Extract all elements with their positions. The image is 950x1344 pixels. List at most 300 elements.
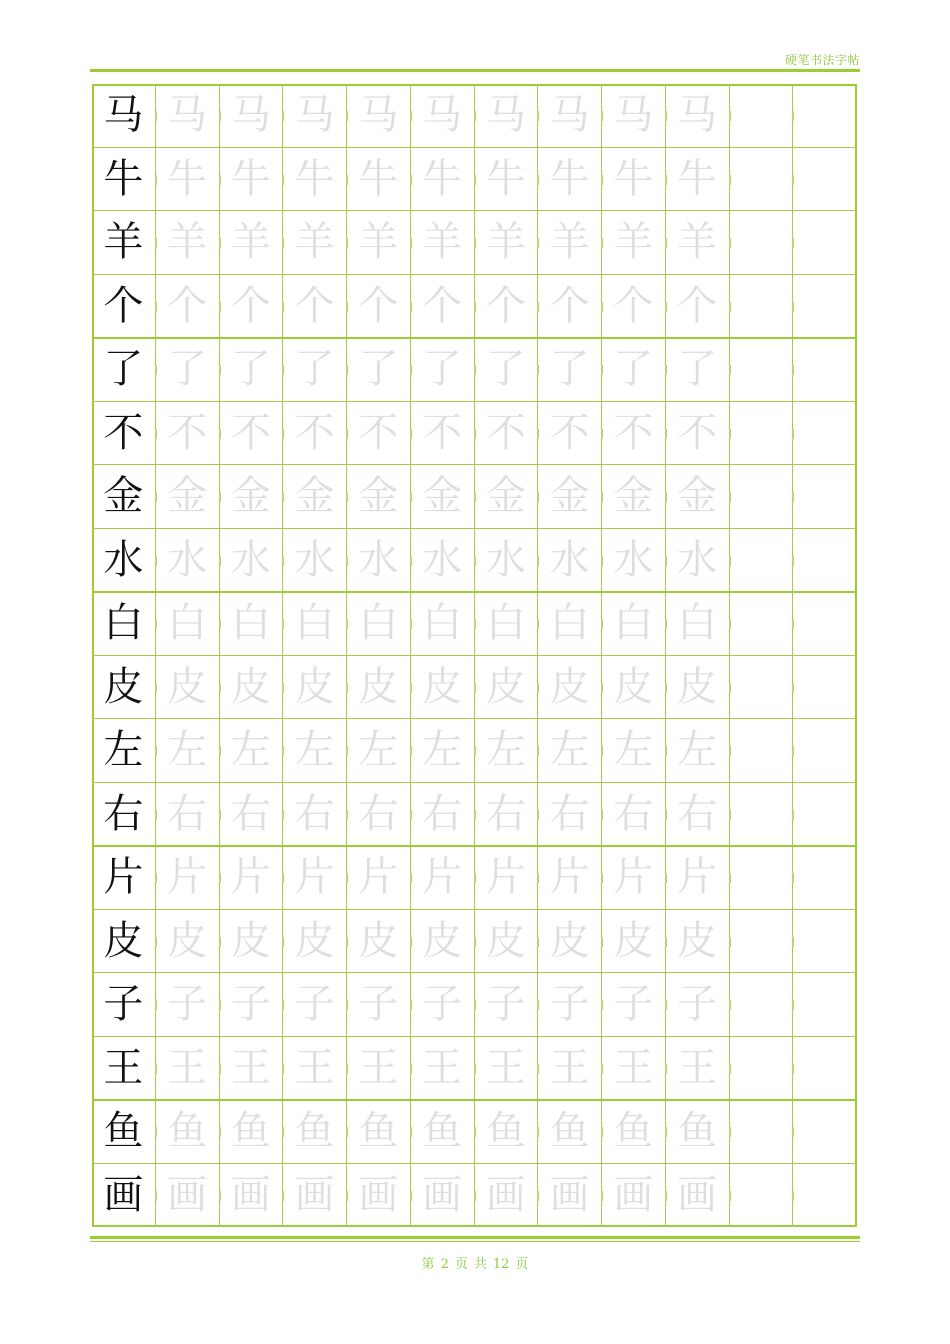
- center-guide-mark: [155, 175, 157, 185]
- center-guide-mark: [665, 238, 667, 248]
- trace-character: 个: [167, 282, 208, 329]
- trace-character-cell[interactable]: [538, 592, 602, 656]
- trace-character-cell[interactable]: [156, 84, 220, 148]
- center-guide-mark: [729, 619, 731, 629]
- trace-character-cell[interactable]: [220, 592, 284, 656]
- trace-character-cell[interactable]: [411, 211, 475, 275]
- trace-character-cell[interactable]: [283, 656, 347, 720]
- trace-character-cell[interactable]: [538, 846, 602, 910]
- trace-character: 水: [422, 536, 463, 583]
- empty-practice-cell[interactable]: [793, 84, 857, 148]
- trace-character-cell[interactable]: [666, 719, 730, 783]
- trace-character-cell[interactable]: [475, 465, 539, 529]
- trace-character-cell[interactable]: [538, 275, 602, 339]
- model-character-cell: [92, 846, 156, 910]
- trace-character-cell[interactable]: [411, 910, 475, 974]
- center-guide-mark: [219, 111, 221, 121]
- trace-character-cell[interactable]: [666, 783, 730, 847]
- trace-character-cell[interactable]: [475, 275, 539, 339]
- trace-character: 了: [358, 346, 399, 393]
- empty-practice-cell[interactable]: [793, 275, 857, 339]
- empty-practice-cell[interactable]: [793, 910, 857, 974]
- trace-character-cell[interactable]: [411, 275, 475, 339]
- trace-character: 个: [422, 282, 463, 329]
- trace-character-cell[interactable]: [220, 338, 284, 402]
- trace-character: 不: [230, 409, 271, 456]
- trace-character-cell[interactable]: [475, 1100, 539, 1164]
- trace-character: 牛: [358, 155, 399, 202]
- empty-practice-cell[interactable]: [793, 148, 857, 212]
- trace-character-cell[interactable]: [283, 1164, 347, 1228]
- center-guide-mark: [155, 810, 157, 820]
- trace-character-cell[interactable]: [475, 84, 539, 148]
- trace-character-cell[interactable]: [220, 846, 284, 910]
- trace-character: 水: [677, 536, 718, 583]
- model-character: 金: [103, 473, 144, 520]
- trace-character-cell[interactable]: [538, 1037, 602, 1101]
- trace-character-cell[interactable]: [283, 338, 347, 402]
- trace-character-cell[interactable]: [666, 84, 730, 148]
- empty-practice-cell[interactable]: [793, 338, 857, 402]
- trace-character-cell[interactable]: [538, 211, 602, 275]
- trace-character-cell[interactable]: [283, 719, 347, 783]
- trace-character-cell[interactable]: [220, 1100, 284, 1164]
- empty-practice-cell[interactable]: [793, 529, 857, 593]
- trace-character: 水: [294, 536, 335, 583]
- trace-character: 皮: [294, 917, 335, 964]
- center-guide-mark: [155, 937, 157, 947]
- model-character-cell: [92, 275, 156, 339]
- trace-character-cell[interactable]: [347, 211, 411, 275]
- center-guide-mark: [410, 619, 412, 629]
- empty-practice-cell[interactable]: [793, 465, 857, 529]
- trace-character-cell[interactable]: [666, 529, 730, 593]
- trace-character: 了: [677, 346, 718, 393]
- empty-practice-cell[interactable]: [730, 84, 794, 148]
- trace-character: 左: [485, 727, 526, 774]
- trace-character: 白: [167, 600, 208, 647]
- center-guide-mark: [537, 683, 539, 693]
- trace-character-cell[interactable]: [411, 465, 475, 529]
- trace-character-cell[interactable]: [411, 1100, 475, 1164]
- trace-character: 个: [613, 282, 654, 329]
- trace-character-cell[interactable]: [602, 783, 666, 847]
- empty-practice-cell[interactable]: [793, 592, 857, 656]
- trace-character-cell[interactable]: [156, 402, 220, 466]
- trace-character-cell[interactable]: [156, 719, 220, 783]
- trace-character-cell[interactable]: [602, 275, 666, 339]
- center-guide-mark: [665, 492, 667, 502]
- trace-character: 马: [613, 92, 654, 139]
- center-guide-mark: [410, 429, 412, 439]
- empty-practice-cell[interactable]: [793, 402, 857, 466]
- trace-character: 子: [677, 981, 718, 1028]
- trace-character-cell[interactable]: [475, 338, 539, 402]
- center-guide-mark: [219, 1064, 221, 1074]
- trace-character-cell[interactable]: [538, 84, 602, 148]
- center-guide-mark: [792, 1064, 794, 1074]
- trace-character-cell[interactable]: [475, 592, 539, 656]
- empty-practice-cell[interactable]: [793, 1100, 857, 1164]
- empty-practice-cell[interactable]: [730, 1037, 794, 1101]
- practice-row: [92, 84, 857, 148]
- empty-practice-cell[interactable]: [793, 656, 857, 720]
- trace-character-cell[interactable]: [347, 1037, 411, 1101]
- trace-character: 白: [485, 600, 526, 647]
- trace-character-cell[interactable]: [156, 211, 220, 275]
- practice-row: [92, 529, 857, 593]
- trace-character: 片: [549, 854, 590, 901]
- trace-character-cell[interactable]: [283, 592, 347, 656]
- trace-character-cell[interactable]: [538, 402, 602, 466]
- empty-practice-cell[interactable]: [730, 783, 794, 847]
- center-guide-mark: [474, 873, 476, 883]
- empty-practice-cell[interactable]: [730, 910, 794, 974]
- model-character: 片: [103, 854, 144, 901]
- trace-character-cell[interactable]: [411, 783, 475, 847]
- trace-character-cell[interactable]: [220, 402, 284, 466]
- empty-practice-cell[interactable]: [730, 529, 794, 593]
- trace-character-cell[interactable]: [602, 148, 666, 212]
- trace-character-cell[interactable]: [156, 910, 220, 974]
- center-guide-mark: [346, 1000, 348, 1010]
- trace-character-cell[interactable]: [411, 338, 475, 402]
- trace-character-cell[interactable]: [602, 1037, 666, 1101]
- center-guide-mark: [219, 556, 221, 566]
- trace-character-cell[interactable]: [156, 1100, 220, 1164]
- trace-character: 片: [613, 854, 654, 901]
- center-guide-mark: [537, 810, 539, 820]
- trace-character-cell[interactable]: [347, 592, 411, 656]
- trace-character-cell[interactable]: [283, 211, 347, 275]
- trace-character-cell[interactable]: [220, 1164, 284, 1228]
- trace-character: 左: [549, 727, 590, 774]
- trace-character-cell[interactable]: [347, 656, 411, 720]
- trace-character-cell[interactable]: [475, 1164, 539, 1228]
- trace-character-cell[interactable]: [156, 656, 220, 720]
- trace-character: 牛: [549, 155, 590, 202]
- trace-character-cell[interactable]: [347, 402, 411, 466]
- trace-character-cell[interactable]: [283, 529, 347, 593]
- trace-character: 皮: [230, 663, 271, 710]
- trace-character-cell[interactable]: [220, 910, 284, 974]
- trace-character: 不: [677, 409, 718, 456]
- trace-character-cell[interactable]: [666, 402, 730, 466]
- trace-character-cell[interactable]: [347, 465, 411, 529]
- trace-character-cell[interactable]: [283, 783, 347, 847]
- trace-character-cell[interactable]: [411, 529, 475, 593]
- empty-practice-cell[interactable]: [730, 592, 794, 656]
- center-guide-mark: [665, 746, 667, 756]
- trace-character-cell[interactable]: [666, 1164, 730, 1228]
- trace-character-cell[interactable]: [283, 402, 347, 466]
- trace-character-cell[interactable]: [347, 846, 411, 910]
- model-character: 画: [103, 1171, 144, 1218]
- trace-character: 牛: [677, 155, 718, 202]
- empty-practice-cell[interactable]: [793, 973, 857, 1037]
- trace-character-cell[interactable]: [156, 1037, 220, 1101]
- trace-character-cell[interactable]: [220, 275, 284, 339]
- practice-row: [92, 211, 857, 275]
- trace-character-cell[interactable]: [538, 783, 602, 847]
- model-character-cell: [92, 719, 156, 783]
- trace-character-cell[interactable]: [411, 846, 475, 910]
- empty-practice-cell[interactable]: [730, 465, 794, 529]
- center-guide-mark: [155, 1064, 157, 1074]
- trace-character-cell[interactable]: [538, 656, 602, 720]
- page-number: 2: [440, 1257, 449, 1272]
- center-guide-mark: [729, 175, 731, 185]
- trace-character-cell[interactable]: [220, 84, 284, 148]
- trace-character-cell[interactable]: [475, 1037, 539, 1101]
- trace-character: 羊: [613, 219, 654, 266]
- center-guide-mark: [282, 619, 284, 629]
- trace-character-cell[interactable]: [411, 719, 475, 783]
- trace-character-cell[interactable]: [411, 1037, 475, 1101]
- center-guide-mark: [474, 175, 476, 185]
- trace-character-cell[interactable]: [666, 211, 730, 275]
- trace-character-cell[interactable]: [156, 465, 220, 529]
- trace-character: 马: [294, 92, 335, 139]
- trace-character-cell[interactable]: [347, 529, 411, 593]
- practice-row: [92, 148, 857, 212]
- trace-character: 皮: [358, 917, 399, 964]
- trace-character: 右: [549, 790, 590, 837]
- trace-character-cell[interactable]: [347, 719, 411, 783]
- center-guide-mark: [729, 810, 731, 820]
- trace-character-cell[interactable]: [475, 529, 539, 593]
- model-character: 不: [103, 409, 144, 456]
- empty-practice-cell[interactable]: [793, 719, 857, 783]
- trace-character-cell[interactable]: [220, 973, 284, 1037]
- trace-character: 白: [613, 600, 654, 647]
- trace-character-cell[interactable]: [156, 846, 220, 910]
- trace-character: 羊: [549, 219, 590, 266]
- trace-character: 羊: [422, 219, 463, 266]
- trace-character-cell[interactable]: [220, 465, 284, 529]
- model-character: 右: [103, 790, 144, 837]
- trace-character-cell[interactable]: [602, 910, 666, 974]
- trace-character-cell[interactable]: [538, 1100, 602, 1164]
- trace-character-cell[interactable]: [347, 973, 411, 1037]
- trace-character-cell[interactable]: [538, 910, 602, 974]
- trace-character-cell[interactable]: [666, 1100, 730, 1164]
- trace-character: 皮: [294, 663, 335, 710]
- trace-character: 马: [230, 92, 271, 139]
- trace-character: 了: [613, 346, 654, 393]
- trace-character-cell[interactable]: [156, 529, 220, 593]
- trace-character-cell[interactable]: [666, 148, 730, 212]
- empty-practice-cell[interactable]: [730, 338, 794, 402]
- practice-row: [92, 656, 857, 720]
- empty-practice-cell[interactable]: [793, 1164, 857, 1228]
- trace-character-cell[interactable]: [602, 338, 666, 402]
- trace-character-cell[interactable]: [156, 973, 220, 1037]
- trace-character-cell[interactable]: [220, 148, 284, 212]
- trace-character: 马: [167, 92, 208, 139]
- trace-character-cell[interactable]: [411, 1164, 475, 1228]
- trace-character-cell[interactable]: [538, 338, 602, 402]
- trace-character-cell[interactable]: [156, 1164, 220, 1228]
- center-guide-mark: [792, 556, 794, 566]
- trace-character-cell[interactable]: [411, 84, 475, 148]
- trace-character-cell[interactable]: [538, 465, 602, 529]
- trace-character-cell[interactable]: [283, 846, 347, 910]
- trace-character-cell[interactable]: [283, 973, 347, 1037]
- center-guide-mark: [410, 937, 412, 947]
- trace-character-cell[interactable]: [602, 211, 666, 275]
- empty-practice-cell[interactable]: [793, 846, 857, 910]
- trace-character-cell[interactable]: [347, 275, 411, 339]
- center-guide-mark: [665, 365, 667, 375]
- center-guide-mark: [601, 492, 603, 502]
- trace-character-cell[interactable]: [411, 656, 475, 720]
- trace-character-cell[interactable]: [283, 275, 347, 339]
- trace-character-cell[interactable]: [475, 656, 539, 720]
- trace-character-cell[interactable]: [156, 338, 220, 402]
- trace-character-cell[interactable]: [347, 1164, 411, 1228]
- trace-character-cell[interactable]: [411, 402, 475, 466]
- trace-character-cell[interactable]: [538, 529, 602, 593]
- trace-character-cell[interactable]: [411, 973, 475, 1037]
- empty-practice-cell[interactable]: [730, 846, 794, 910]
- empty-practice-cell[interactable]: [730, 719, 794, 783]
- trace-character: 鱼: [677, 1108, 718, 1155]
- trace-character-cell[interactable]: [475, 973, 539, 1037]
- trace-character: 画: [358, 1171, 399, 1218]
- trace-character-cell[interactable]: [666, 465, 730, 529]
- empty-practice-cell[interactable]: [730, 275, 794, 339]
- trace-character-cell[interactable]: [666, 846, 730, 910]
- trace-character: 王: [294, 1044, 335, 1091]
- empty-practice-cell[interactable]: [730, 656, 794, 720]
- trace-character-cell[interactable]: [411, 592, 475, 656]
- trace-character-cell[interactable]: [602, 529, 666, 593]
- trace-character-cell[interactable]: [666, 1037, 730, 1101]
- empty-practice-cell[interactable]: [730, 148, 794, 212]
- center-guide-mark: [537, 238, 539, 248]
- trace-character: 鱼: [549, 1108, 590, 1155]
- trace-character-cell[interactable]: [283, 1100, 347, 1164]
- trace-character-cell[interactable]: [602, 1164, 666, 1228]
- trace-character-cell[interactable]: [538, 973, 602, 1037]
- trace-character-cell[interactable]: [220, 529, 284, 593]
- trace-character-cell[interactable]: [283, 465, 347, 529]
- trace-character: 金: [485, 473, 526, 520]
- trace-character-cell[interactable]: [475, 211, 539, 275]
- trace-character: 鱼: [358, 1108, 399, 1155]
- trace-character-cell[interactable]: [475, 783, 539, 847]
- trace-character-cell[interactable]: [220, 783, 284, 847]
- trace-character-cell[interactable]: [538, 148, 602, 212]
- trace-character-cell[interactable]: [347, 338, 411, 402]
- trace-character-cell[interactable]: [602, 84, 666, 148]
- trace-character-cell[interactable]: [220, 1037, 284, 1101]
- trace-character-cell[interactable]: [602, 846, 666, 910]
- trace-character-cell[interactable]: [602, 719, 666, 783]
- trace-character-cell[interactable]: [602, 402, 666, 466]
- total-prefix: 共: [473, 1257, 487, 1272]
- empty-practice-cell[interactable]: [793, 783, 857, 847]
- empty-practice-cell[interactable]: [730, 1100, 794, 1164]
- center-guide-mark: [665, 619, 667, 629]
- trace-character: 画: [294, 1171, 335, 1218]
- center-guide-mark: [155, 492, 157, 502]
- center-guide-mark: [537, 556, 539, 566]
- trace-character-cell[interactable]: [538, 1164, 602, 1228]
- trace-character-cell[interactable]: [538, 719, 602, 783]
- trace-character-cell[interactable]: [156, 148, 220, 212]
- trace-character: 白: [677, 600, 718, 647]
- trace-character: 金: [294, 473, 335, 520]
- trace-character: 右: [677, 790, 718, 837]
- trace-character-cell[interactable]: [156, 275, 220, 339]
- trace-character-cell[interactable]: [666, 338, 730, 402]
- center-guide-mark: [537, 619, 539, 629]
- empty-practice-cell[interactable]: [730, 1164, 794, 1228]
- trace-character-cell[interactable]: [602, 465, 666, 529]
- trace-character: 羊: [485, 219, 526, 266]
- trace-character-cell[interactable]: [602, 1100, 666, 1164]
- trace-character-cell[interactable]: [283, 84, 347, 148]
- trace-character-cell[interactable]: [220, 656, 284, 720]
- trace-character-cell[interactable]: [283, 910, 347, 974]
- trace-character-cell[interactable]: [475, 719, 539, 783]
- trace-character-cell[interactable]: [156, 592, 220, 656]
- trace-character-cell[interactable]: [347, 84, 411, 148]
- center-guide-mark: [537, 492, 539, 502]
- center-guide-mark: [601, 746, 603, 756]
- trace-character: 金: [613, 473, 654, 520]
- trace-character-cell[interactable]: [347, 783, 411, 847]
- trace-character-cell[interactable]: [666, 973, 730, 1037]
- center-guide-mark: [601, 302, 603, 312]
- model-character: 皮: [103, 917, 144, 964]
- trace-character-cell[interactable]: [220, 719, 284, 783]
- trace-character-cell[interactable]: [666, 656, 730, 720]
- trace-character: 王: [485, 1044, 526, 1091]
- trace-character-cell[interactable]: [283, 1037, 347, 1101]
- trace-character-cell[interactable]: [220, 211, 284, 275]
- trace-character-cell[interactable]: [347, 148, 411, 212]
- model-character: 皮: [103, 663, 144, 710]
- trace-character-cell[interactable]: [666, 592, 730, 656]
- trace-character-cell[interactable]: [347, 910, 411, 974]
- empty-practice-cell[interactable]: [793, 1037, 857, 1101]
- trace-character-cell[interactable]: [475, 910, 539, 974]
- trace-character-cell[interactable]: [347, 1100, 411, 1164]
- trace-character-cell[interactable]: [602, 656, 666, 720]
- trace-character-cell[interactable]: [475, 402, 539, 466]
- trace-character-cell[interactable]: [156, 783, 220, 847]
- center-guide-mark: [410, 111, 412, 121]
- empty-practice-cell[interactable]: [730, 402, 794, 466]
- trace-character-cell[interactable]: [666, 275, 730, 339]
- trace-character-cell[interactable]: [666, 910, 730, 974]
- trace-character-cell[interactable]: [411, 148, 475, 212]
- trace-character: 马: [485, 92, 526, 139]
- trace-character-cell[interactable]: [602, 973, 666, 1037]
- empty-practice-cell[interactable]: [793, 211, 857, 275]
- trace-character: 画: [167, 1171, 208, 1218]
- trace-character-cell[interactable]: [283, 148, 347, 212]
- empty-practice-cell[interactable]: [730, 973, 794, 1037]
- trace-character-cell[interactable]: [475, 846, 539, 910]
- trace-character-cell[interactable]: [475, 148, 539, 212]
- empty-practice-cell[interactable]: [730, 211, 794, 275]
- trace-character-cell[interactable]: [602, 592, 666, 656]
- trace-character: 左: [422, 727, 463, 774]
